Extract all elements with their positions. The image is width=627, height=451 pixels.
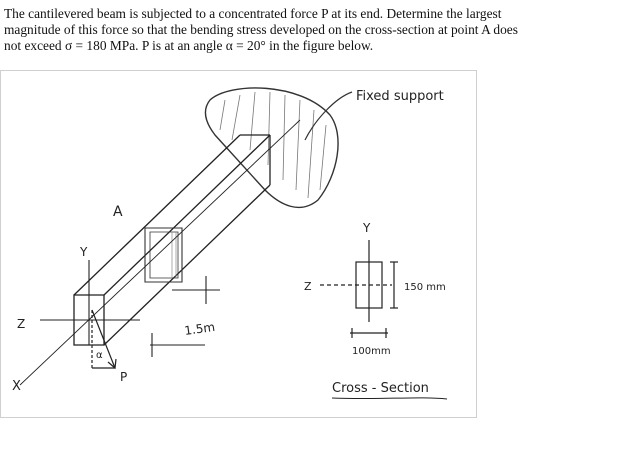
force-label: P bbox=[120, 370, 128, 384]
cs-axis-z-label: Z bbox=[304, 280, 312, 293]
section-cut bbox=[145, 228, 182, 282]
point-a-label: A bbox=[113, 204, 123, 220]
angle-label: α bbox=[96, 350, 103, 361]
axis-y-label: Y bbox=[80, 245, 88, 259]
problem-line-2: magnitude of this force so that the bending stress developed on the cross-section at point A does bbox=[4, 22, 518, 37]
fixed-support-label: Fixed support bbox=[356, 89, 444, 104]
problem-line-1: The cantilevered beam is subjected to a concentrated force P at its end. Determine the largest bbox=[4, 6, 502, 21]
width-dimension-label: 100mm bbox=[352, 346, 391, 357]
cross-section bbox=[320, 240, 447, 399]
cross-section-label: Cross - Section bbox=[332, 381, 429, 396]
height-dimension-label: 150 mm bbox=[404, 282, 446, 293]
axis-x-label: X bbox=[12, 379, 21, 394]
axes bbox=[20, 120, 300, 385]
cs-axis-y-label: Y bbox=[363, 221, 371, 235]
problem-line-3: not exceed σ = 180 MPa. P is at an angle α = 20° in the figure below. bbox=[4, 38, 374, 53]
length-label: 1.5m bbox=[183, 319, 216, 338]
axis-z-label: Z bbox=[17, 317, 26, 331]
